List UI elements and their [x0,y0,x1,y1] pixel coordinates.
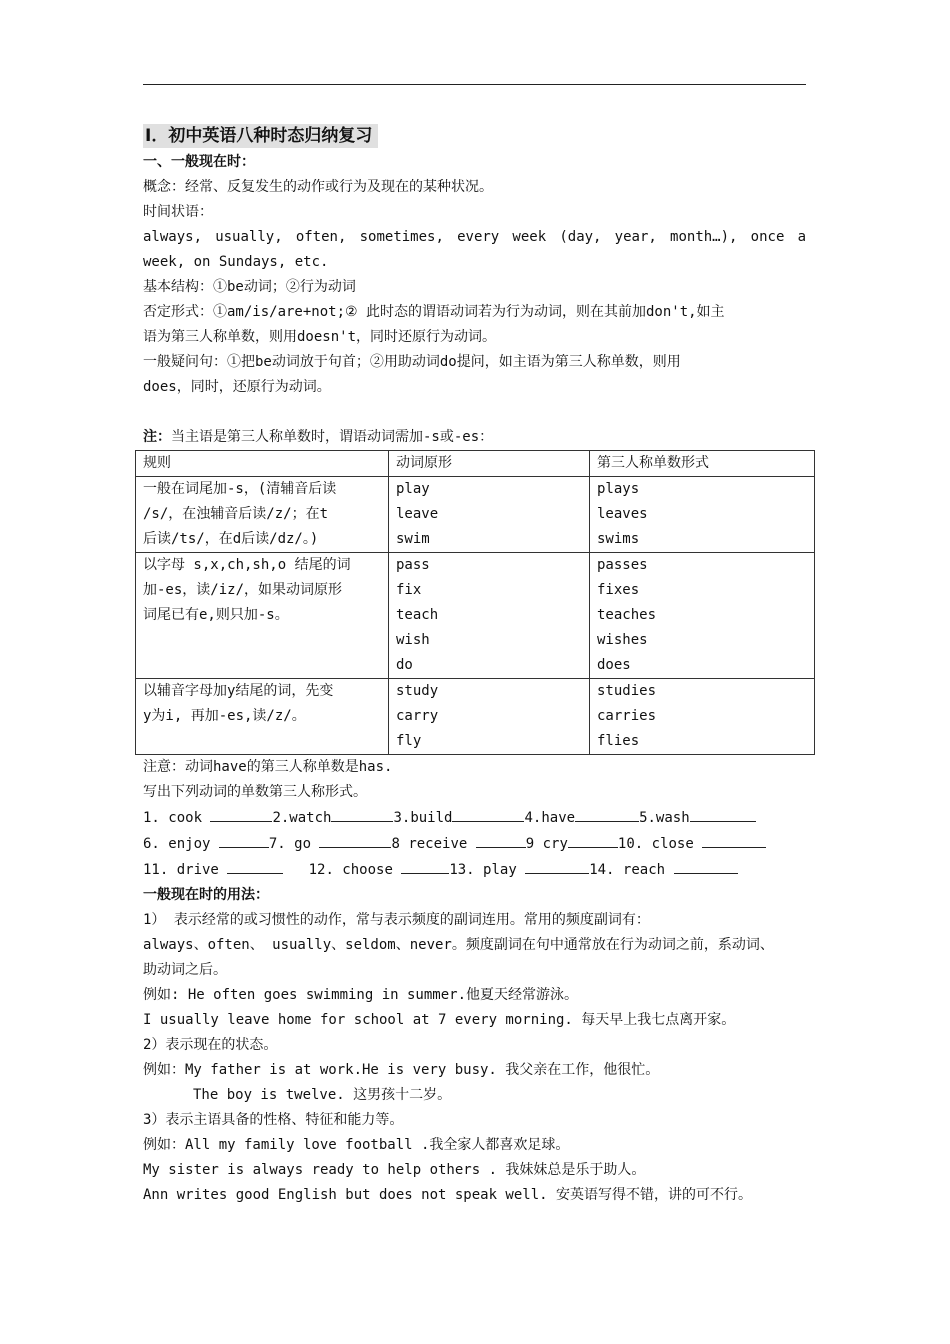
exercise-item: 8 receive [391,836,468,852]
structure-text: 基本结构：①be动词；②行为动词 [143,279,356,295]
usage-3: 3）表示主语具备的性格、特征和能力等。 [143,1112,404,1128]
rule-line: 加-es，读/iz/，如果动词原形 [143,582,343,598]
answer-blank[interactable] [575,805,639,822]
third-person-cell [590,553,815,679]
third-person-verb: carries [597,708,657,724]
base-verb: fix [396,582,422,598]
exercise-row [143,857,806,883]
rule-cell [136,477,389,553]
rule-line: 后读/ts/，在d后读/dz/。) [143,531,319,547]
usage-3-example-2: My sister is always ready to help others . 我妹妹总是乐于助人。 [143,1162,646,1178]
exercise-item: 6. enjoy [143,836,211,852]
base-verb: pass [396,557,430,573]
usage-3-example-3: Ann writes good English but does not speak well. 安英语写得不错，讲的可不行。 [143,1187,753,1203]
rule-line: 词尾已有e,则只加-s。 [143,607,289,623]
exercise-item: 5.wash [639,810,690,826]
exercise-item: 2.watch [272,810,332,826]
exercise-prompt: 写出下列动词的单数第三人称形式。 [143,784,367,800]
question-line-2: does，同时，还原行为动词。 [143,379,331,395]
answer-blank[interactable] [674,857,738,874]
header-rule [143,84,806,85]
third-person-verb: passes [597,557,648,573]
usage-1-example-1: 例如: He often goes swimming in summer.他夏天经常游泳。 [143,987,579,1003]
exercise-item: 4.have [524,810,576,826]
base-form-cell [389,553,590,679]
answer-blank[interactable] [568,831,618,848]
exercise-item: 3.build [393,810,453,826]
base-verb: teach [396,607,439,623]
answer-blank[interactable] [401,857,449,874]
exercise-row [143,805,806,831]
usage-2: 2）表示现在的状态。 [143,1037,278,1053]
rule-line: y为i, 再加-es,读/z/。 [143,708,306,724]
third-person-verb: flies [597,733,640,749]
rule-cell [136,679,389,755]
third-person-cell [590,477,815,553]
note-line [143,425,806,450]
adverbials-label: 时间状语： [143,204,213,220]
base-verb: do [396,657,413,673]
answer-blank[interactable] [319,831,391,848]
answer-blank[interactable] [476,831,526,848]
table-header-cell: 规则 [136,451,389,477]
base-form-cell [389,477,590,553]
exercise-item: 12. choose [308,862,393,878]
usage-3-example-1: 例如：All my family love football .我全家人都喜欢足球。 [143,1137,570,1153]
base-verb: leave [396,506,439,522]
third-person-verb: plays [597,481,640,497]
exercise-item: 10. close [617,836,694,852]
third-person-cell [590,679,815,755]
rule-line: 以辅音字母加y结尾的词，先变 [143,683,334,699]
base-verb: fly [396,733,422,749]
question-line-1: 一般疑问句：①把be动词放于句首；②用助动词do提问，如主语为第三人称单数，则用 [143,354,681,370]
rule-line: 以字母 s,x,ch,sh,o 结尾的词 [143,557,351,573]
exercise-item: 13. play [449,862,517,878]
usage-1-line-3: 助动词之后。 [143,962,227,978]
third-person-verb: fixes [597,582,640,598]
exercise-item: 1. cook [143,810,203,826]
adverbials-line-1: always, usually, often, sometimes, every week (day, year, month…), once a [143,229,806,245]
base-form-cell [389,679,590,755]
third-person-verb: does [597,657,631,673]
note-label: 注： [143,429,171,445]
negative-line-2: 语为第三人称单数，则用doesn't，同时还原行为动词。 [143,329,496,345]
exercise-item: 14. reach [589,862,666,878]
answer-blank[interactable] [690,805,756,822]
document-body [143,124,806,1208]
answer-blank[interactable] [227,857,283,874]
exercise-item: 9 cry [525,836,568,852]
usage-1-line-1: 1） 表示经常的或习惯性的动作，常与表示频度的副词连用。常用的频度副词有： [143,912,650,928]
section-heading: 一、一般现在时： [143,154,255,170]
answer-blank[interactable] [210,805,272,822]
third-person-verb: studies [597,683,657,699]
usage-2-example-2: The boy is twelve. 这男孩十二岁。 [193,1087,452,1103]
have-note: 注意：动词have的第三人称单数是has. [143,759,393,775]
table-row [136,553,815,679]
third-person-verb: wishes [597,632,648,648]
table-header-cell: 动词原形 [389,451,590,477]
usage-1-example-2: I usually leave home for school at 7 every morning. 每天早上我七点离开家。 [143,1012,736,1028]
answer-blank[interactable] [219,831,269,848]
rule-line: /s/，在浊辅音后读/z/；在t [143,506,329,522]
usage-heading: 一般现在时的用法： [143,887,269,903]
exercise-item: 7. go [268,836,312,852]
answer-blank[interactable] [452,805,524,822]
negative-line-1: 否定形式：①am/is/are+not;② 此时态的谓语动词若为行为动词，则在其前加don't,如主 [143,304,725,320]
table-header-cell: 第三人称单数形式 [590,451,815,477]
base-verb: wish [396,632,430,648]
third-person-verb: swims [597,531,640,547]
concept-text: 概念：经常、反复发生的动作或行为及现在的某种状况。 [143,179,493,195]
base-verb: play [396,481,430,497]
third-person-verb: teaches [597,607,657,623]
page-title: Ⅰ．初中英语八种时态归纳复习 [143,124,378,148]
base-verb: study [396,683,439,699]
answer-blank[interactable] [525,857,589,874]
rule-cell [136,553,389,679]
usage-2-example-1: 例如：My father is at work.He is very busy. 我父亲在工作，他很忙。 [143,1062,660,1078]
table-row [136,477,815,553]
answer-blank[interactable] [702,831,766,848]
table-row [136,679,815,755]
adverbials-line-2: week, on Sundays, etc. [143,254,329,270]
answer-blank[interactable] [331,805,393,822]
exercise-item: 11. drive [143,862,219,878]
note-text: 当主语是第三人称单数时，谓语动词需加-s或-es： [171,429,494,445]
verb-rules-table [135,450,815,755]
base-verb: carry [396,708,439,724]
rule-line: 一般在词尾加-s，(清辅音后读 [143,481,337,497]
base-verb: swim [396,531,430,547]
exercise-row [143,831,806,857]
usage-1-line-2: always、often、 usually、seldom、never。频度副词在句中通常放在行为动词之前，系动词、 [143,937,774,953]
table-header-row [136,451,815,477]
third-person-verb: leaves [597,506,648,522]
